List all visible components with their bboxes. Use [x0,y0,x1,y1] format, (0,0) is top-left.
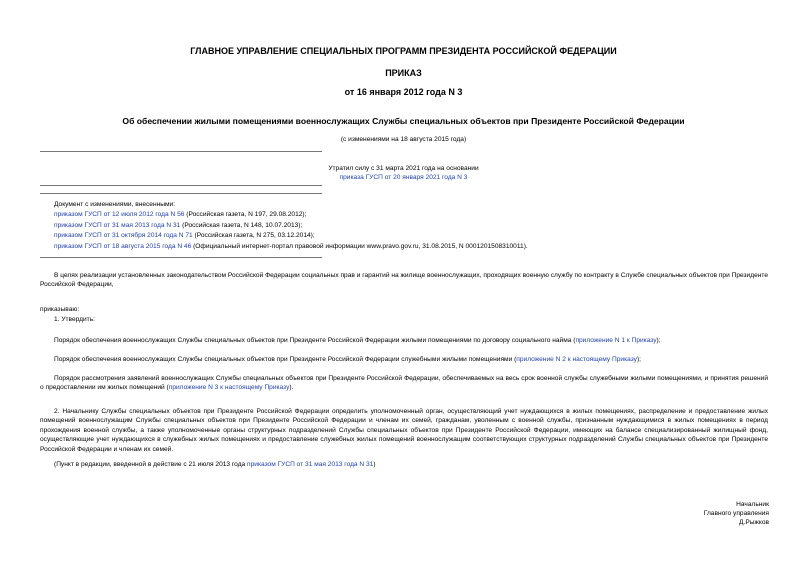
procedure-3-end: ). [289,384,294,392]
signature-name: Д.Рыжков [739,519,769,526]
amendment-note-link[interactable]: приказом ГУСП от 31 мая 2013 года N 31 [247,461,374,468]
divider [40,151,322,152]
document-date-number: от 16 января 2012 года N 3 [344,87,463,97]
procedure-1-end: ); [656,337,661,344]
list-item [54,210,306,219]
appendix-3-link[interactable]: приложение N 3 к настоящему Приказу [168,384,290,392]
divider [40,257,322,258]
item-1: 1. Утвердить: [54,316,95,323]
procedure-2 [54,355,641,364]
document-type: ПРИКАЗ [385,68,422,78]
amendment-link[interactable]: приказом ГУСП от 31 октября 2014 года N 71 [54,232,193,239]
procedure-2-end: ); [636,356,641,363]
item-2-note-text: (Пункт в редакции, введенной в действие с 21 июля 2013 года [54,461,248,468]
item-2: 2. Начальнику Службы специальных объектов при Президенте Российской Федерации определить уполномоченный орган, осуществляющий учет нуждающихся в жилых помещениях, распределение и предоставление жилых помещений военнослужащим Службы специальных объектов при Президенте Российской Федерации и членам их семей, гражданам, уволенным с военной службы, признанным нуждающимися в жилых помещениях в период прохождения военной службы, а также уполномоченные органы структурных подразделений Службы специальных объектов при Президенте Российской Федерации, имеющих на балансе специализированный жилищный фонд, осуществляющие учет нуждающихся в служебных жилых помещениях и предоставление служебных жилых помещений военнослужащим соответствующих структурных подразделений Службы специальных объектов при Президенте Российской Федерации и членам их семей. [40,408,768,453]
list-item [54,221,302,230]
list-item [54,242,528,251]
amendment-link[interactable]: приказом ГУСП от 18 августа 2015 года N 46 [54,243,192,250]
amendment-source: (Российская газета, N 197, 29.08.2012); [184,211,307,218]
status-repeal-link[interactable]: приказа ГУСП от 20 января 2021 года N 3 [339,174,468,181]
appendix-2-link[interactable]: приложение N 2 к настоящему Приказу [516,356,637,363]
status-line: Утратил силу с 31 марта 2021 года на основании [328,165,479,172]
amendment-link[interactable]: приказом ГУСП от 12 июля 2012 года N 56 [54,211,185,218]
divider [40,185,322,186]
divider [40,193,322,194]
agency-heading: ГЛАВНОЕ УПРАВЛЕНИЕ СПЕЦИАЛЬНЫХ ПРОГРАММ ПРЕЗИДЕНТА РОССИЙСКОЙ ФЕДЕРАЦИИ [190,46,617,56]
amendment-link[interactable]: приказом ГУСП от 31 мая 2013 года N 31 [54,222,181,229]
appendix-1-link[interactable]: приложение N 1 к Приказу [575,337,657,344]
signature-position: Начальник [736,501,769,508]
procedure-2-text: Порядок обеспечения военнослужащих Службы специальных объектов при Президенте Российской Федерации служебными жилыми помещениями ( [54,356,517,363]
procedure-1 [54,336,661,345]
amendment-source: (Российская газета, N 275, 03.12.2014); [192,232,315,239]
revision-note: (с изменениями на 18 августа 2015 года) [340,136,467,143]
list-item [54,231,315,240]
signature-department: Главного управления [703,510,769,517]
item-2-note-end: ) [373,461,376,468]
preamble: В целях реализации установленных законодательством Российской Федерации социальных прав и гарантий на жилище военнослужащих, проходящих военную службу по контракту в Службе специальных объектов при Президенте Российской Федерации, [40,272,768,289]
amendment-source: (Официальный интернет-портал правовой информации www.pravo.gov.ru, 31.08.2015, N 0001201508310011). [191,243,528,250]
amendment-source: (Российская газета, N 148, 10.07.2013); [180,222,303,229]
changes-intro: Документ с изменениями, внесенными: [54,201,176,208]
item-2-note [54,460,376,469]
procedure-3-text: Порядок рассмотрения заявлений военнослужащих Службы специальных объектов при Президенте Российской Федерации, обеспечиваемых на весь срок военной службы служебными жилыми помещениями, и принятия решений о предоставлении им жилых помещений ( [40,375,768,392]
procedure-1-text: Порядок обеспечения военнослужащих Службы специальных объектов при Президенте Российской Федерации жилыми помещениями по договору социального найма ( [54,337,576,344]
document-title: Об обеспечении жилыми помещениями военнослужащих Службы специальных объектов при Президенте Российской Федерации [122,116,685,126]
procedure-3 [40,374,768,393]
order-word: приказываю: [40,306,80,313]
